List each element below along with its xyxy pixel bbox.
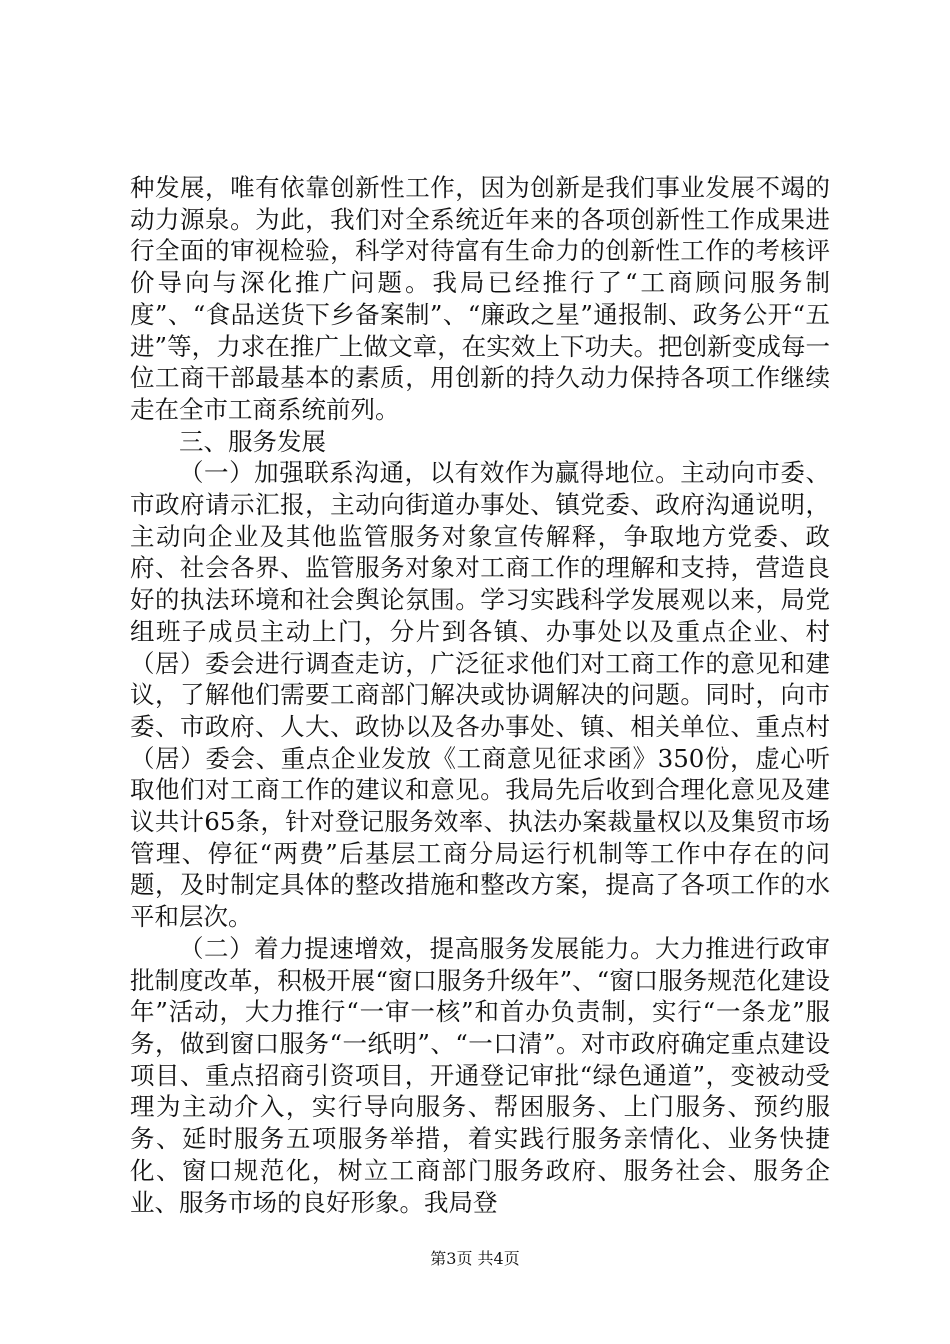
section-heading-service-development: 三、服务发展: [179, 426, 326, 456]
document-body: [130, 172, 830, 1218]
paragraph-efficiency: （二）着力提速增效，提高服务发展能力。大力推进行政审批制度改革，积极开展“窗口服务升级年”、“窗口服务规范化建设年”活动，大力推行“一审一核”和首办负责制，实行“一条龙”服务，做到窗口服务“一纸明”、“一口清”。对市政府确定重点建设项目、重点招商引资项目，开通登记审批“绿色通道”，变被动受理为主动介入，实行导向服务、帮困服务、上门服务、预约服务、延时服务五项服务举措，着实践行服务亲情化、业务快捷化、窗口规范化，树立工商部门服务政府、服务社会、服务企业、服务市场的良好形象。我局登: [130, 933, 830, 1217]
paragraph-innovation: 种发展，唯有依靠创新性工作，因为创新是我们事业发展不竭的动力源泉。为此，我们对全系统近年来的各项创新性工作成果进行全面的审视检验，科学对待富有生命力的创新性工作的考核评价导向与深化推广问题。我局已经推行了“工商顾问服务制度”、“食品送货下乡备案制”、“廉政之星”通报制、政务公开“五进”等，力求在推广上做文章，在实效上下功夫。把创新变成每一位工商干部最基本的素质，用创新的持久动力保持各项工作继续走在全市工商系统前列。: [130, 173, 830, 424]
paragraph-communication: （一）加强联系沟通，以有效作为赢得地位。主动向市委、市政府请示汇报，主动向街道办事处、镇党委、政府沟通说明，主动向企业及其他监管服务对象宣传解释，争取地方党委、政府、社会各界、监管服务对象对工商工作的理解和支持，营造良好的执法环境和社会舆论氛围。学习实践科学发展观以来，局党组班子成员主动上门，分片到各镇、办事处以及重点企业、村（居）委会进行调查走访，广泛征求他们对工商工作的意见和建议，了解他们需要工商部门解决或协调解决的问题。同时，向市委、市政府、人大、政协以及各办事处、镇、相关单位、重点村（居）委会、重点企业发放《工商意见征求函》350份，虚心听取他们对工商工作的建议和意见。我局先后收到合理化意见及建议共计65条，针对登记服务效率、执法办案裁量权以及集贸市场管理、停征“两费”后基层工商分局运行机制等工作中存在的问题，及时制定具体的整改措施和整改方案，提高了各项工作的水平和层次。: [130, 458, 830, 932]
page-footer: 第3页 共4页: [430, 1249, 520, 1268]
